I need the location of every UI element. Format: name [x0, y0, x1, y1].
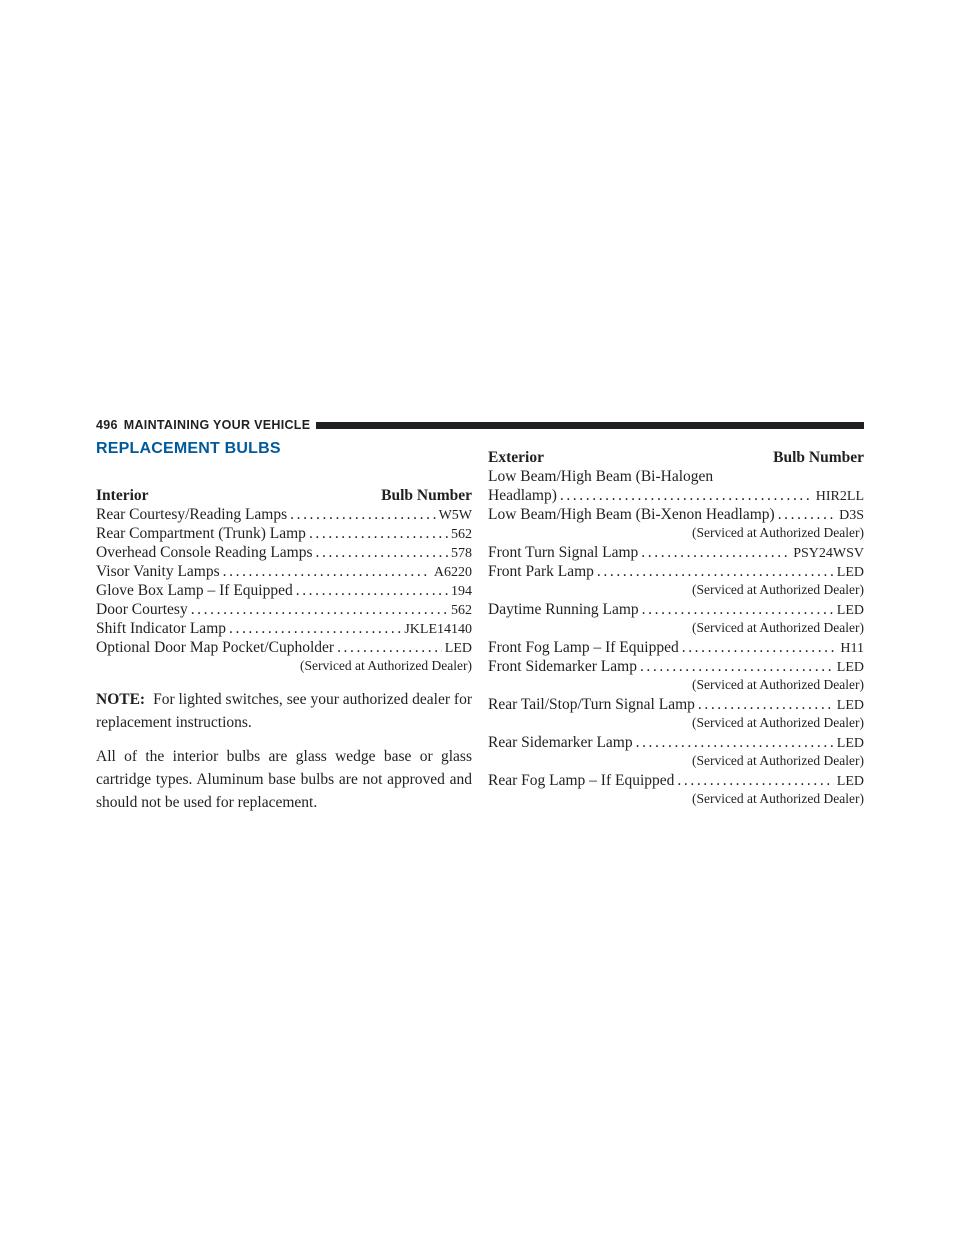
header-text [96, 418, 310, 432]
bulb-number: W5W [438, 508, 472, 523]
bulb-number: 194 [451, 584, 472, 599]
exterior-bulb-table [488, 448, 864, 809]
table-row [96, 562, 472, 581]
service-note: (Serviced at Authorized Dealer) [691, 753, 864, 768]
page-title: REPLACEMENT BULBS [96, 440, 281, 457]
bulb-number: 562 [451, 527, 472, 542]
dot-leader [560, 486, 813, 505]
table-row [488, 486, 864, 505]
service-note: (Serviced at Authorized Dealer) [691, 525, 864, 540]
service-note: (Serviced at Authorized Dealer) [691, 791, 864, 806]
table-row [488, 562, 864, 581]
bulb-location: Front Fog Lamp – If Equipped [488, 639, 679, 656]
table-row [96, 505, 472, 524]
table-row [488, 638, 864, 657]
dot-leader [191, 600, 448, 619]
dot-leader [677, 771, 833, 790]
bulb-number: 562 [451, 603, 472, 618]
bulb-number: LED [836, 736, 864, 751]
bulb-number: H11 [840, 641, 864, 656]
header-rule [316, 422, 864, 429]
table-row [96, 543, 472, 562]
interior-heading: Interior [96, 487, 149, 504]
dot-leader [636, 733, 834, 752]
dot-leader [641, 543, 790, 562]
bulb-location-line: Low Beam/High Beam (Bi-Halogen [488, 468, 714, 485]
table-row [96, 600, 472, 619]
table-row [96, 619, 472, 638]
table-row [488, 600, 864, 619]
page-number: 496 [96, 418, 118, 432]
bulb-number: LED [836, 774, 864, 789]
table-row [488, 505, 864, 524]
bulb-number: D3S [839, 508, 864, 523]
note-paragraph [96, 688, 472, 734]
bulb-location: Daytime Running Lamp [488, 601, 639, 618]
table-row [488, 543, 864, 562]
table-row [488, 695, 864, 714]
bulb-number: PSY24WSV [793, 546, 864, 561]
exterior-table-header [488, 448, 864, 467]
bulb-location: Rear Compartment (Trunk) Lamp [96, 525, 306, 542]
bulb-location: Door Courtesy [96, 601, 188, 618]
bulb-location: Front Sidemarker Lamp [488, 658, 637, 675]
table-row [96, 524, 472, 543]
bulb-number: A6220 [433, 565, 472, 580]
bulb-type-paragraph: All of the interior bulbs are glass wedge base or glass cartridge types. Aluminum base bulbs are not approved and should not be used for replacement. [96, 748, 472, 811]
note-text: For lighted switches, see your authorized dealer for replacement instructions. [96, 691, 472, 731]
table-row [488, 733, 864, 752]
dot-leader [698, 695, 834, 714]
bulb-location: Glove Box Lamp – If Equipped [96, 582, 293, 599]
bulb-number: LED [836, 603, 864, 618]
service-note: (Serviced at Authorized Dealer) [691, 582, 864, 597]
bulb-number: JKLE14140 [404, 622, 472, 637]
dot-leader [229, 619, 401, 638]
section-name: MAINTAINING YOUR VEHICLE [123, 418, 311, 432]
dot-leader [682, 638, 838, 657]
bulb-location: Visor Vanity Lamps [96, 563, 220, 580]
dot-leader [309, 524, 448, 543]
bulb-number: LED [836, 565, 864, 580]
service-note: (Serviced at Authorized Dealer) [299, 658, 472, 673]
bulb-number: LED [836, 698, 864, 713]
service-note: (Serviced at Authorized Dealer) [691, 677, 864, 692]
page-header [96, 416, 864, 434]
dot-leader [316, 543, 448, 562]
bulb-location: Low Beam/High Beam (Bi-Xenon Headlamp) [488, 506, 775, 523]
bulb-location: Front Park Lamp [488, 563, 594, 580]
bulb-location: Rear Tail/Stop/Turn Signal Lamp [488, 696, 695, 713]
table-row [488, 657, 864, 676]
bulb-location: Rear Sidemarker Lamp [488, 734, 633, 751]
exterior-bulb-number-heading: Bulb Number [773, 449, 864, 466]
note-label: NOTE: [96, 691, 146, 708]
bulb-location: Rear Fog Lamp – If Equipped [488, 772, 675, 789]
interior-table-header [96, 486, 472, 505]
service-note: (Serviced at Authorized Dealer) [691, 620, 864, 635]
bulb-location: Front Turn Signal Lamp [488, 544, 639, 561]
dot-leader [642, 600, 834, 619]
bulb-location: Shift Indicator Lamp [96, 620, 226, 637]
bulb-number: LED [836, 660, 864, 675]
bulb-number: 578 [451, 546, 472, 561]
bulb-location: Headlamp) [488, 487, 557, 504]
dot-leader [778, 505, 836, 524]
dot-leader [223, 562, 431, 581]
dot-leader [296, 581, 448, 600]
dot-leader [640, 657, 834, 676]
interior-bulb-number-heading: Bulb Number [381, 487, 472, 504]
table-row [96, 638, 472, 657]
bulb-number: LED [444, 641, 472, 656]
exterior-heading: Exterior [488, 449, 544, 466]
bulb-location: Rear Courtesy/Reading Lamps [96, 506, 288, 523]
bulb-number: HIR2LL [815, 489, 864, 504]
service-note: (Serviced at Authorized Dealer) [691, 715, 864, 730]
dot-leader [337, 638, 442, 657]
bulb-location: Overhead Console Reading Lamps [96, 544, 313, 561]
table-row [488, 771, 864, 790]
dot-leader [290, 505, 435, 524]
bulb-location: Optional Door Map Pocket/Cupholder [96, 639, 335, 656]
interior-bulb-table [96, 486, 472, 676]
dot-leader [597, 562, 834, 581]
table-row [96, 581, 472, 600]
